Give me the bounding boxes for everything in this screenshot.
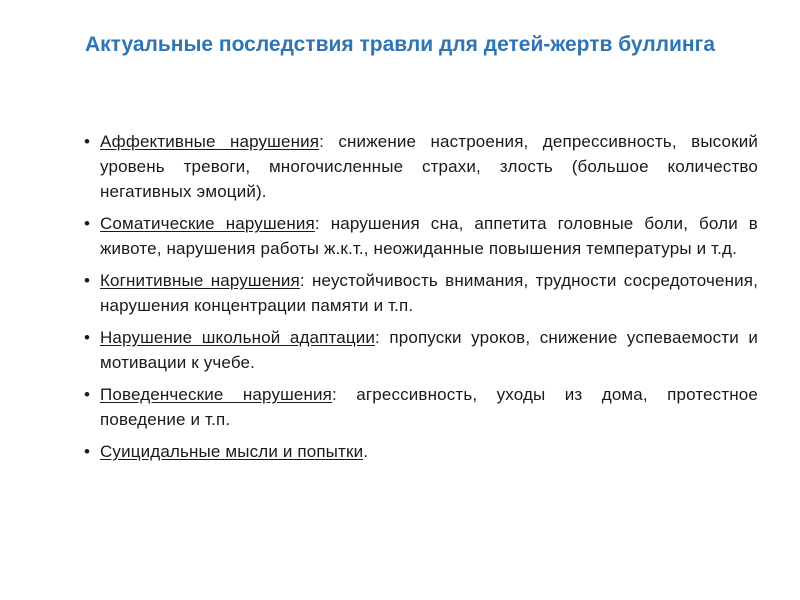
bullet-icon: •	[84, 385, 91, 404]
bullet-item-somatic	[84, 211, 758, 261]
description-suicidal: .	[363, 442, 369, 461]
bullet-item-behavioral	[84, 382, 758, 432]
bullet-icon: •	[84, 271, 91, 290]
bullet-icon: •	[84, 328, 91, 347]
bullet-list	[84, 129, 758, 471]
bullet-item-cognitive	[84, 268, 758, 318]
term-school: Нарушение школьной адаптации	[100, 328, 376, 347]
term-suicidal: Суицидальные мысли и попытки	[100, 442, 364, 461]
description-affective: : снижение настроения, депрессивность, высокий уровень тревоги, многочисленные страхи, злость (большое количество негативных эмоций).	[100, 132, 759, 201]
term-behavioral: Поведенческие нарушения	[100, 385, 333, 404]
description-cognitive: : неустойчивость внимания, трудности сосредоточения, нарушения концентрации памяти и т.п.	[100, 271, 758, 315]
term-somatic: Соматические нарушения	[100, 214, 315, 233]
bullet-icon: •	[84, 132, 91, 151]
bullet-icon: •	[84, 442, 91, 461]
bullet-icon: •	[84, 214, 91, 233]
description-school: : пропуски уроков, снижение успеваемости и мотивации к учебе.	[100, 328, 758, 372]
description-behavioral: : агрессивность, уходы из дома, протестное поведение и т.п.	[100, 385, 758, 429]
bullet-item-suicidal	[84, 439, 758, 464]
term-cognitive: Когнитивные нарушения	[100, 271, 300, 290]
term-affective: Аффективные нарушения	[100, 132, 320, 151]
bullet-item-affective	[84, 129, 758, 204]
description-somatic: : нарушения сна, аппетита головные боли, боли в животе, нарушения работы ж.к.т., неожиданные повышения температуры и т.д.	[100, 214, 758, 258]
bullet-item-school	[84, 325, 758, 375]
slide-title: Актуальные последствия травли для детей-жертв буллинга	[84, 33, 716, 56]
